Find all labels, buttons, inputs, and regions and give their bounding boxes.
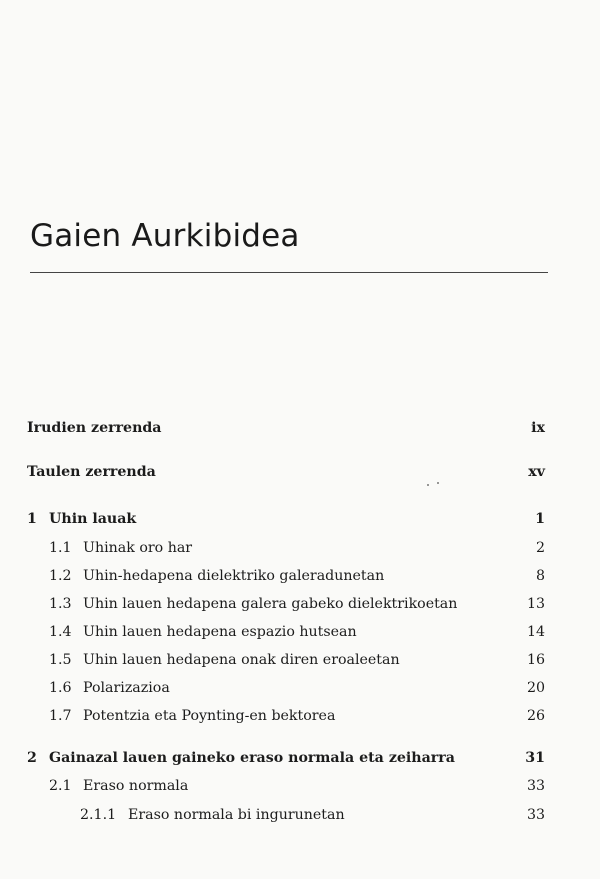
toc-section-1-3[interactable] — [0, 594, 600, 614]
toc-entry-page: 14 — [526, 624, 545, 640]
toc-section-1-1[interactable] — [0, 538, 600, 558]
toc-entry-title: Uhin-hedapena dielektriko galeradunetan — [83, 568, 385, 584]
toc-entry-title: Polarizazioa — [83, 680, 170, 696]
toc-entry-page: xv — [528, 464, 545, 480]
toc-entry-title: Taulen zerrenda — [27, 464, 156, 480]
toc-entry-page: 33 — [526, 807, 545, 823]
toc-entry-page: 31 — [525, 750, 545, 766]
toc-entry-title: Gainazal lauen gaineko eraso normala eta zeiharra — [49, 750, 455, 766]
toc-entry-page: 16 — [526, 652, 545, 668]
toc-entry-figures-list[interactable] — [0, 418, 600, 438]
scan-speck — [437, 482, 439, 484]
toc-chapter-2[interactable] — [0, 748, 600, 768]
toc-entry-title: Uhin lauen hedapena onak diren eroaleetan — [83, 652, 400, 668]
toc-entry-page: 2 — [535, 540, 545, 556]
toc-entry-title: Eraso normala bi ingurunetan — [128, 807, 345, 823]
toc-entry-title: Irudien zerrenda — [27, 420, 162, 436]
toc-section-2-1[interactable] — [0, 776, 600, 796]
toc-entry-number: 1.7 — [49, 708, 72, 724]
toc-chapter-1[interactable] — [0, 509, 600, 529]
toc-entry-number: 2.1.1 — [80, 807, 117, 823]
toc-entry-page: 26 — [526, 708, 545, 724]
toc-entry-title: Uhin lauen hedapena galera gabeko dielektrikoetan — [83, 596, 458, 612]
toc-section-1-7[interactable] — [0, 706, 600, 726]
toc-section-1-2[interactable] — [0, 566, 600, 586]
page-title: Gaien Aurkibidea — [30, 218, 300, 254]
toc-entry-number: 1.6 — [49, 680, 72, 696]
toc-entry-title: Potentzia eta Poynting-en bektorea — [83, 708, 336, 724]
toc-entry-number: 1.4 — [49, 624, 72, 640]
toc-entry-page: 13 — [526, 596, 545, 612]
toc-entry-tables-list[interactable] — [0, 462, 600, 482]
toc-entry-title: Uhin lauen hedapena espazio hutsean — [83, 624, 357, 640]
toc-entry-title: Uhinak oro har — [83, 540, 193, 556]
toc-subsection-2-1-1[interactable] — [0, 805, 600, 825]
toc-entry-number: 2 — [27, 750, 37, 766]
toc-entry-number: 1.5 — [49, 652, 72, 668]
toc-entry-number: 1.3 — [49, 596, 72, 612]
toc-section-1-5[interactable] — [0, 650, 600, 670]
toc-entry-page: 33 — [526, 778, 545, 794]
toc-entry-title: Uhin lauak — [49, 511, 137, 527]
toc-entry-page: ix — [531, 420, 545, 436]
toc-entry-page: 1 — [535, 511, 545, 527]
title-rule — [30, 272, 548, 273]
toc-section-1-4[interactable] — [0, 622, 600, 642]
toc-entry-page: 8 — [535, 568, 545, 584]
toc-entry-number: 1 — [27, 511, 37, 527]
toc-entry-number: 1.2 — [49, 568, 72, 584]
scan-speck — [427, 484, 429, 486]
toc-section-1-6[interactable] — [0, 678, 600, 698]
toc-entry-title: Eraso normala — [83, 778, 189, 794]
toc-entry-number: 2.1 — [49, 778, 72, 794]
toc-entry-page: 20 — [526, 680, 545, 696]
toc-entry-number: 1.1 — [49, 540, 72, 556]
